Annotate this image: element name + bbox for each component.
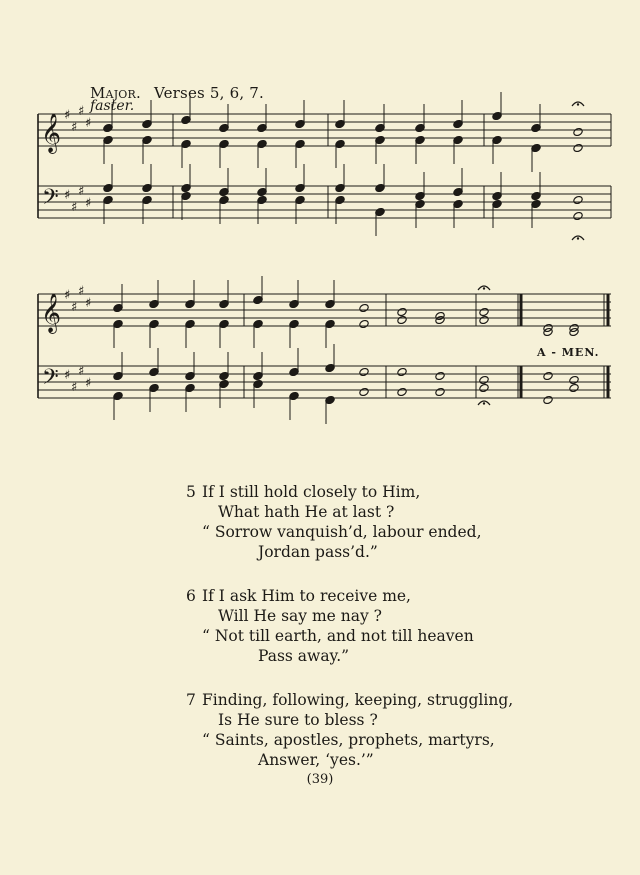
sharp-sign: ♯ [78, 184, 85, 199]
note-head [573, 127, 584, 137]
sharp-sign: ♯ [78, 364, 85, 379]
stanza-line: Pass away.” [258, 647, 350, 665]
sharp-sign: ♯ [78, 284, 85, 299]
stanza-6 [186, 586, 474, 666]
sharp-sign: ♯ [71, 200, 78, 215]
note-head [397, 307, 408, 317]
stanza-line: Answer, ‘yes.’” [258, 751, 374, 769]
sharp-sign: ♯ [71, 120, 78, 135]
stanza-line: Is He sure to bless ? [218, 711, 378, 729]
stanza-7 [186, 690, 513, 770]
note-head [543, 395, 554, 405]
note-head [435, 371, 446, 381]
fermata-dot [577, 237, 579, 239]
sharp-sign: ♯ [85, 196, 92, 211]
stanza-line: Will He say me nay ? [218, 607, 382, 625]
sharp-sign: ♯ [71, 380, 78, 395]
stanza-5 [186, 482, 482, 562]
note-head [573, 195, 584, 205]
treble-clef: 𝄞 [41, 113, 62, 153]
stanza-number: 5 [186, 483, 196, 501]
stanza-line: Jordan pass’d.” [258, 543, 378, 561]
sharp-sign: ♯ [85, 376, 92, 391]
sharp-sign: ♯ [78, 104, 85, 119]
note-head [569, 375, 580, 385]
note-head [479, 375, 490, 385]
note-head [573, 143, 584, 153]
sharp-sign: ♯ [64, 288, 71, 303]
staff-systems [38, 92, 611, 424]
stanza-line: If I ask Him to receive me, [202, 587, 411, 605]
note-head [479, 307, 490, 317]
bass-clef: 𝄢 [42, 365, 59, 395]
note-head [359, 387, 370, 397]
stanza-line: “ Sorrow vanquish’d, labour ended, [202, 523, 482, 541]
note-head [359, 319, 370, 329]
sharp-sign: ♯ [64, 188, 71, 203]
stanza-number: 7 [186, 691, 196, 709]
stanza-line: Finding, following, keeping, struggling, [202, 691, 514, 709]
note-head [435, 387, 446, 397]
stanza-line: “ Not till earth, and not till heaven [202, 627, 474, 645]
page-number: (39) [306, 772, 334, 787]
sharp-sign: ♯ [64, 108, 71, 123]
fermata-dot [483, 402, 485, 404]
note-head [543, 371, 554, 381]
sharp-sign: ♯ [71, 300, 78, 315]
note-head [569, 383, 580, 393]
sharp-sign: ♯ [64, 368, 71, 383]
note-head [479, 315, 490, 325]
amen-text: A - MEN. [537, 346, 600, 359]
sharp-sign: ♯ [85, 116, 92, 131]
note-head [359, 367, 370, 377]
note-head [573, 211, 584, 221]
bass-clef: 𝄢 [42, 185, 59, 215]
stanza-number: 6 [186, 587, 196, 605]
note-head [359, 303, 370, 313]
stanza-line: What hath He at last ? [218, 503, 395, 521]
sharp-sign: ♯ [85, 296, 92, 311]
stanza-line: “ Saints, apostles, prophets, martyrs, [202, 731, 495, 749]
fermata-dot [577, 103, 579, 105]
tune-label: Major. [90, 84, 141, 102]
note-head [397, 387, 408, 397]
fermata-dot [483, 287, 485, 289]
note-head [397, 315, 408, 325]
verses-label: Verses 5, 6, 7. [153, 84, 264, 102]
treble-clef: 𝄞 [41, 293, 62, 333]
note-head [479, 383, 490, 393]
tempo-marking: faster. [90, 98, 135, 114]
note-head [397, 367, 408, 377]
stanza-line: If I still hold closely to Him, [202, 483, 421, 501]
